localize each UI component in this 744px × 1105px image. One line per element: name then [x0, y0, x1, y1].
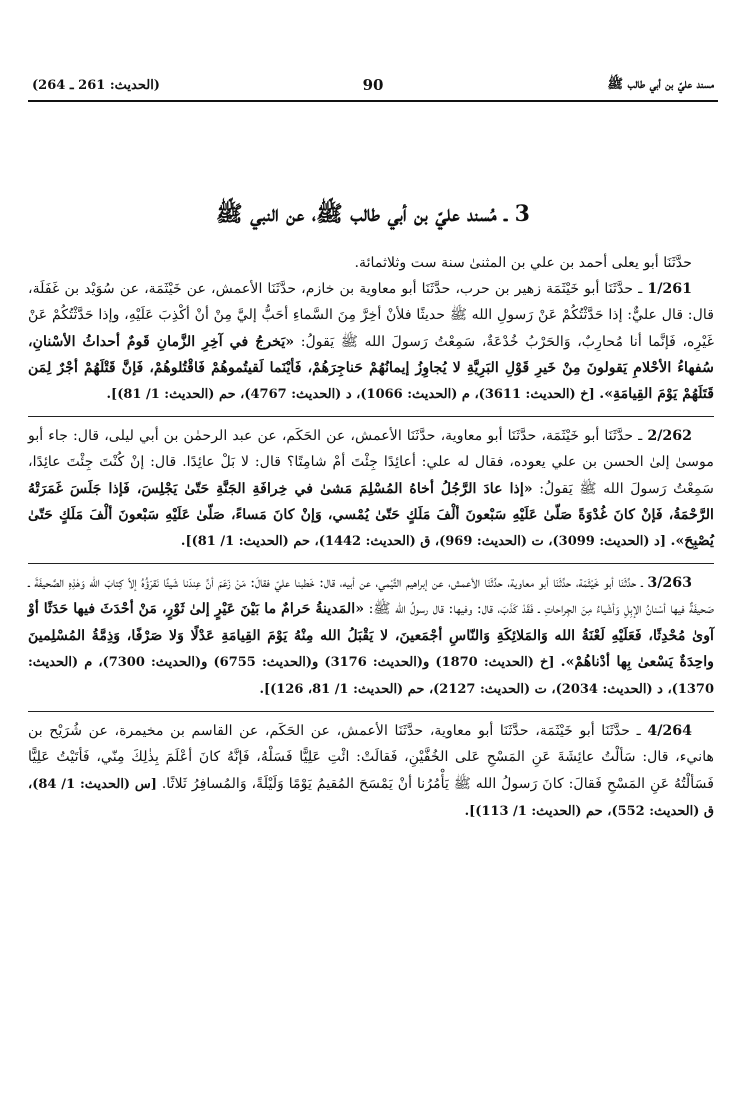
- hadith-reference: [س (الحديث: 1/ 84)، ق (الحديث: 552)، حم (الحديث: 1/ 113)].: [28, 776, 714, 819]
- hadith-reference: [خ (الحديث: 1870) و(الحديث: 3176) و(الحديث: 6755) و(الحديث: 7300)، م (الحديث: 1370)، د (الحديث: 2034)، ت (الحديث: 2127)، حم (الحديث: 1/ 81، 126)].: [28, 654, 714, 698]
- hadith-quote: «المَدينةُ حَرامٌ ما بَيْنَ عَيْرٍ إلىٰ ثَوْرٍ، مَنْ أحْدَثَ فيها حَدَثًا أوْ آوىٰ مُحْدِثًا، فَعَلَيْهِ لَعْنَةُ الله وَالمَلائِكَةِ وَالنّاسِ أجْمَعينَ، لا يَقْبَلُ الله مِنْهُ يَوْمَ القِيامَةِ عَدْلًا وَلا صَرْفًا، وَذِمَّةُ المُسْلِمينَ واحِدَةٌ يَسْعىٰ بِها أدْناهُمْ».: [28, 601, 714, 670]
- hadith-number: 2/262: [647, 428, 692, 445]
- hadith-divider: [28, 711, 714, 712]
- hadith-divider: [28, 416, 714, 417]
- hadith-text: ـ حدَّثَنَا أبو خَيْثَمَة، حدَّثَنَا أبو معاوية، حدَّثَنَا الأعمش، عن الحَكَم، عن القاسم بن مخيمرة، عن شُرَيْح بن هانيء، قال: سَألْتُ عائِشَةَ عَنِ المَسْحِ عَلى الخُفَّيْنِ، فَقالَتْ: ائْتِ عَلِيًّا فَسَلْهُ، فَإنَّهُ كانَ أعْلَمَ بِذٰلِكَ مِنّي، فَأتَيْتُ عَلِيًّا فَسَألْتُهُ عَنِ المَسْحِ فَقالَ: كانَ رَسولُ الله ﷺ يَأْمُرُنا أنْ يَمْسَحَ المُقيمُ يَوْمًا وَلَيْلَةً، وَالمُسافِرُ ثَلاثًا.: [28, 723, 715, 792]
- hadith-262: [28, 423, 714, 555]
- hadith-divider: [28, 563, 714, 564]
- hadith-text: ـ حدَّثَنَا أبو خَيْثَمَة زهير بن حرب، حدَّثَنَا أبو معاوية بن خازم، حدَّثَنَا الأعمش، عن خَيْثَمَة، عن سُوَيْد بن غَفَلَة، قال: قال عليٌّ: إذا حَدَّثْتُكُمْ عَنْ رَسولِ الله ﷺ حديثًا فلأنْ أخِرَّ مِنَ السَّماءِ أحَبُّ إليَّ مِنْ أنْ أكْذِبَ عَلَيْهِ، وإذا حَدَّثْتُكُمْ عَنْ غَيْرِه، فَإنَّما أنا مُحارِبٌ، وَالحَرْبُ خُدْعَةٌ، سَمِعْتُ رَسولَ الله ﷺ يَقولُ:: [28, 281, 714, 350]
- hadith-264: [28, 718, 714, 825]
- page-number: 90: [362, 76, 384, 94]
- hadith-263: [28, 570, 714, 703]
- hadith-number: 3/263: [647, 575, 693, 592]
- hadith-quote: «إذا عادَ الرَّجُلُ أخاهُ المُسْلِمَ مَشىٰ في خِرافَةِ الجَنَّةِ حَتّىٰ يَجْلِسَ، فَإذا جَلَسَ غَمَرَتْهُ الرَّحْمَةُ، فَإنْ كانَ غُدْوَةً صَلّىٰ عَلَيْهِ سَبْعونَ ألْفَ مَلَكٍ حَتّىٰ يُمْسي، وَإنْ كانَ مَساءً، صَلّىٰ عَلَيْهِ سَبْعونَ ألْفَ مَلَكٍ حَتّىٰ يُصْبِحَ».: [28, 480, 714, 550]
- hadith-reference: [خ (الحديث: 3611)، م (الحديث: 1066)، د (الحديث: 4767)، حم (الحديث: 1/ 81)].: [106, 387, 595, 403]
- page-body: [28, 250, 714, 833]
- hadith-text: ـ حدَّثَنَا أبو خَيْثَمَة، حدَّثَنَا أبو معاوية، حدَّثَنَا الأعمش، عن إبراهيم التَّيْمي، عن أبيه، قال: خَطبنا عليّ فقالَ: مَنْ زَعَمَ أنَّ عِندَنا شَيئًا نَقرَؤُهُ إلاّ كِتابَ الله وَهٰذِهِ الصَّحيفَةَ ـ صَحيفَةٌ فيها أسْنانُ الإبِلِ وَأشْياءُ مِنَ الجِراحاتِ ـ فَقَدْ كَذَبَ، قال: وفيها: قال رسولُ الله ﷺ:: [28, 575, 714, 618]
- book-title: مسند عليّ بن أبي طالب ﷺ: [607, 76, 714, 92]
- hadith-reference: [د (الحديث: 3099)، ت (الحديث: 969)، ق (الحديث: 1442)، حم (الحديث: 1/ 81)].: [180, 534, 666, 550]
- hadith-number: 4/264: [647, 723, 692, 740]
- header-rule: [28, 100, 718, 102]
- hadith-range: (الحديث: 261 ـ 264): [32, 77, 160, 93]
- hadith-number: 1/261: [647, 281, 692, 298]
- page-header: [32, 72, 714, 98]
- hadith-quote: «يَخرجُ في آخِرِ الزَّمانِ قَومٌ أحداثُ الأسْنانِ، سُفهاءُ الأحْلامِ يَقولونَ مِنْ خَيرِ قَوْلِ البَرِيَّةِ لا يُجاوِزُ إيمانُهُمْ حَناجِرَهُمْ، فَأيْنَما لَقيتُموهُمْ فَاقْتُلوهُمْ، فَإنَّ قَتْلَهُمْ أجْرٌ لِمَن قَتَلَهُمْ يَوْمَ القِيامَةِ».: [28, 333, 714, 403]
- chapter-title: 3 ـ مُسند عليّ بن أبي طالب ﷺ، عن النبي ﷺ: [216, 201, 530, 227]
- hadith-text: ـ حدَّثَنَا أبو خَيْثَمَة، حدَّثَنَا أبو معاوية، حدَّثَنَا الأعمش، عن الحَكَم، عن عبد الرحمٰن بن أبي ليلى، قال: جاء أبو موسىٰ إلىٰ الحسن بن علي يعوده، فقال له علي: أعائِدًا جِئْتَ أمْ شامِتًا؟ قال: لا بَلْ عائِدًا. قال: إنْ كُنْتَ جِئْتَ عائِدًا، سَمِعْتُ رَسولَ الله ﷺ يَقولُ:: [28, 428, 715, 497]
- intro-text: حدَّثَنَا أبو يعلى أحمد بن علي بن المثنىٰ سنة ست وثلاثمائة.: [354, 255, 692, 271]
- hadith-261: [28, 276, 714, 408]
